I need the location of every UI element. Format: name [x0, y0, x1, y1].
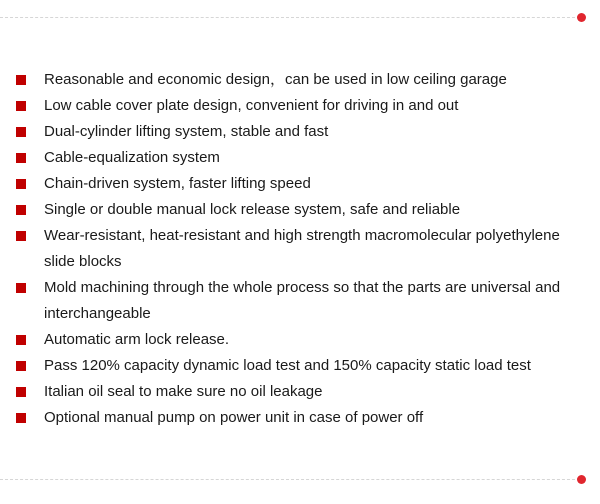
- square-bullet-icon: [16, 231, 26, 241]
- top-divider: [0, 10, 590, 26]
- square-bullet-icon: [16, 361, 26, 371]
- feature-text: Italian oil seal to make sure no oil leakage: [44, 383, 323, 400]
- feature-text: Pass 120% capacity dynamic load test and 150% capacity static load test: [44, 357, 531, 374]
- feature-item: [16, 145, 576, 171]
- feature-text: Dual-cylinder lifting system, stable and fast: [44, 123, 329, 140]
- bottom-divider: [0, 472, 590, 488]
- feature-text: Reasonable and economic design，can be used in low ceiling garage: [44, 71, 507, 88]
- square-bullet-icon: [16, 387, 26, 397]
- square-bullet-icon: [16, 205, 26, 215]
- feature-item: [16, 223, 576, 275]
- feature-item: [16, 67, 576, 93]
- feature-text: Optional manual pump on power unit in case of power off: [44, 409, 424, 426]
- feature-item: [16, 197, 576, 223]
- square-bullet-icon: [16, 153, 26, 163]
- square-bullet-icon: [16, 283, 26, 293]
- feature-list: [16, 67, 576, 431]
- feature-item: [16, 119, 576, 145]
- square-bullet-icon: [16, 179, 26, 189]
- feature-item: [16, 275, 576, 327]
- bottom-divider-line: [0, 479, 580, 480]
- feature-text: Chain-driven system, faster lifting speed: [44, 175, 311, 192]
- feature-item: [16, 353, 576, 379]
- feature-item: [16, 93, 576, 119]
- feature-text: Automatic arm lock release.: [44, 331, 230, 348]
- feature-text: Mold machining through the whole process so that the parts are universal and interchangeable: [44, 279, 561, 322]
- top-divider-line: [0, 17, 580, 18]
- feature-item: [16, 379, 576, 405]
- square-bullet-icon: [16, 75, 26, 85]
- square-bullet-icon: [16, 413, 26, 423]
- top-divider-dot: [577, 13, 586, 22]
- square-bullet-icon: [16, 101, 26, 111]
- feature-text: Cable-equalization system: [44, 149, 220, 166]
- feature-item: [16, 327, 576, 353]
- feature-text: Wear-resistant, heat-resistant and high strength macromolecular polyethylene slide blocks: [44, 227, 560, 270]
- feature-text: Low cable cover plate design, convenient for driving in and out: [44, 97, 459, 114]
- feature-item: [16, 405, 576, 431]
- square-bullet-icon: [16, 335, 26, 345]
- square-bullet-icon: [16, 127, 26, 137]
- bottom-divider-dot: [577, 475, 586, 484]
- feature-text: Single or double manual lock release system, safe and reliable: [44, 201, 461, 218]
- feature-item: [16, 171, 576, 197]
